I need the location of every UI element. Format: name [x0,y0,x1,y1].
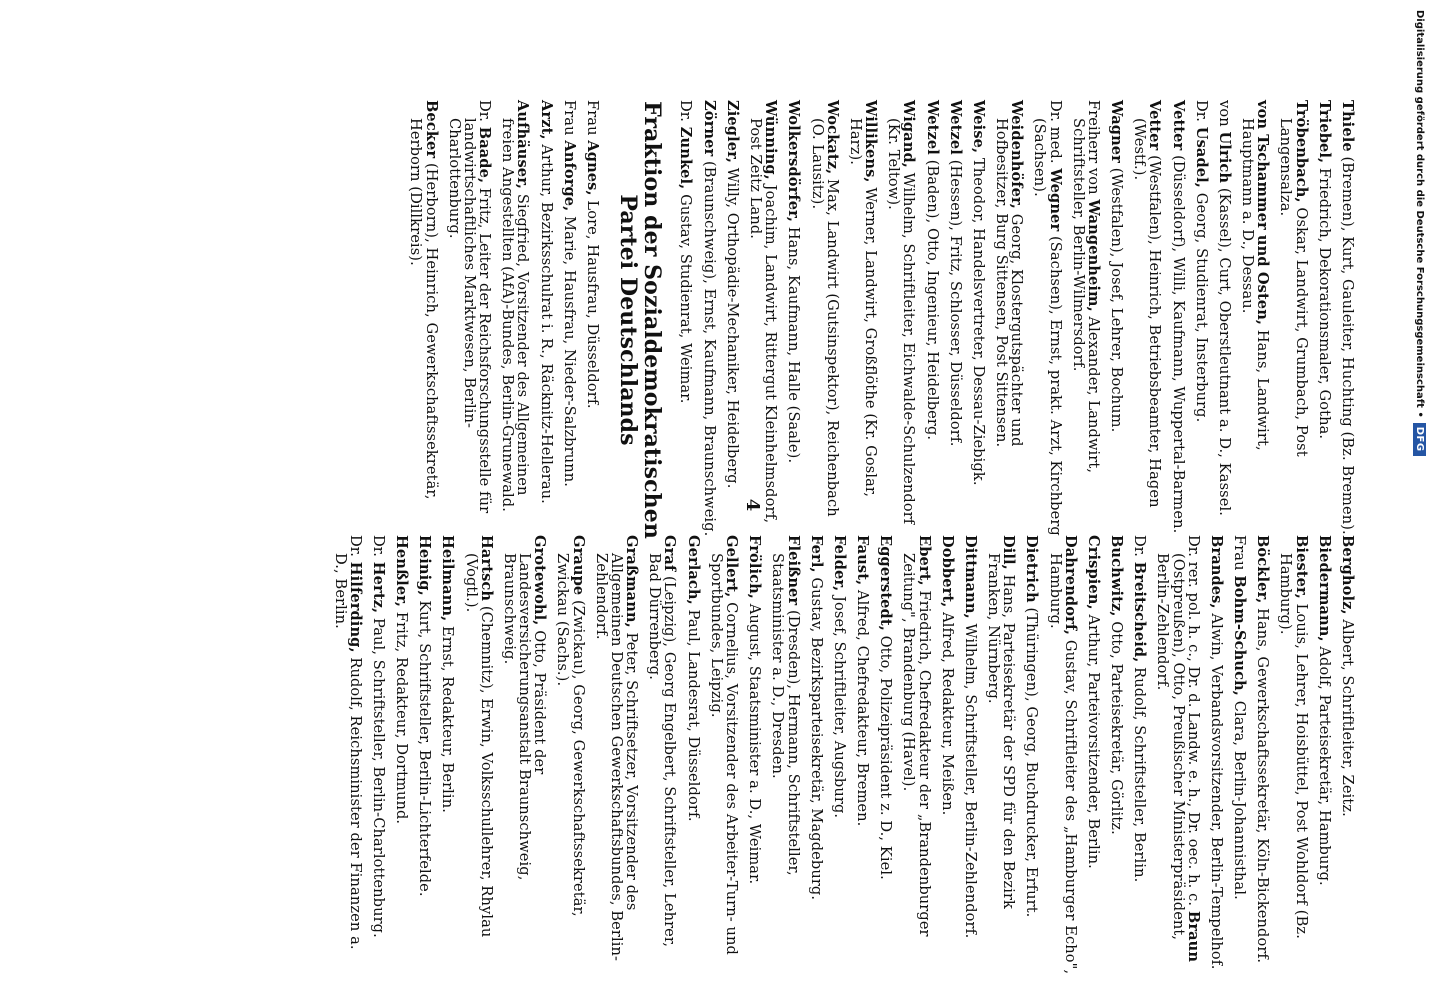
member-entry [1194,100,1209,540]
member-name: Dobbert, [938,535,956,608]
member-entry [809,100,839,540]
dfg-logo: DFG [1414,423,1427,456]
member-entry [678,100,693,540]
member-name: Wockatz, [823,100,841,175]
member-details: (Braunschweig), Ernst, Kaufmann, Braunschweig. [700,156,718,537]
member-entry [747,535,762,975]
right-column [100,535,1355,975]
member-name: Gerlach, [684,535,702,605]
member-entry [1132,535,1147,975]
member-details: Josef, Schriftleiter, Augsburg. [830,591,848,819]
member-entry [1086,535,1101,975]
member-name: Wetzel [923,100,941,155]
member-details: Gustav, Bezirksparteisekretär, Magdeburg. [807,572,825,901]
member-entry [500,100,530,540]
member-details: Friedrich, Dekorationsmaler, Gotha. [1315,163,1333,440]
left-column [100,100,1355,540]
member-details: Marie, Hausfrau, Nieder-Salzbrunn. [560,211,578,487]
member-entry [1109,535,1124,975]
member-entry [1255,535,1270,975]
member-name: Wigand, [900,100,918,168]
member-list-nsdap [678,100,1355,540]
member-name: Usadel, [1192,126,1210,188]
member-name: Graupe [569,535,587,596]
member-entry [1209,535,1224,975]
member-name: Wolkersdörfer, [785,100,803,223]
member-name: Ebert, [915,535,933,586]
member-details: Arthur, Bezirksschulrat i. R., Räcknitz-Hellerau. [537,139,555,504]
member-entry [647,535,677,975]
member-name: Weidenhöfer, [1008,100,1026,209]
member-entry [1170,100,1185,540]
member-name: Zörner [700,100,718,157]
member-entry [924,100,939,540]
member-details: (Kassel), Curt, Oberstleutnant a. D., Kassel. [1215,183,1233,516]
member-entry [1340,100,1355,540]
member-details: Clara, Berlin-Johannisthal. [1231,695,1249,900]
member-name: Crispien, [1084,535,1102,610]
member-name: Ziegler, [723,100,741,164]
member-details: Kurt, Schriftsteller, Berlin-Lichterfelde. [416,595,434,897]
member-name: von Tschammer und Osten, [1254,100,1272,326]
member-details: (Düsseldorf), Willi, Kaufmann, Wuppertal-Barmen. [1169,150,1187,534]
member-name: Buchwitz, [1108,535,1126,617]
member-title: Frau [560,100,578,141]
member-details: Gustav, Schriftleiter des „Hamburger Echo", Hamburg. [1046,553,1079,975]
member-details: (Bremen), Kurt, Gauleiter, Huchting (Bz. Bremen). [1339,151,1356,535]
member-details: Hans, Gewerkschaftssekretär, Köln-Bickendorf. [1254,603,1272,964]
member-title: Dr. [1192,100,1210,127]
member-entry [1155,535,1201,975]
member-entry [1132,100,1162,540]
member-details: (Thüringen), Georg, Buchdrucker, Erfurt. [1023,602,1041,918]
member-entry [986,535,1016,975]
member-entry [463,535,493,975]
member-name: Agnes, [583,140,601,196]
member-name: Ferl, [807,535,825,573]
member-name: Henßler, [393,535,411,608]
member-name: Arzt, [537,100,555,140]
member-entry [848,100,878,540]
member-details: Fritz, Redakteur, Dortmund. [393,607,411,825]
member-entry [502,535,548,975]
member-list-spd [408,100,600,540]
member-name: Aufhäuser, [514,100,532,190]
member-entry [408,100,438,540]
member-entry [770,535,800,975]
member-details: Otto, Parteisekretär, Görlitz. [1108,616,1126,835]
member-entry [994,100,1024,540]
member-entry [878,535,893,975]
member-entry [1217,100,1232,540]
member-details: Alfred, Redakteur, Meißen. [938,607,956,816]
member-entry [555,535,585,975]
member-name: Ulrich [1215,131,1233,184]
member-details: Wilhelm, Schriftsteller, Berlin-Zehlendorf. [961,618,979,939]
member-details: Alexander, Landwirt, Schriftsteller, Berlin-Wilmersdorf. [1069,118,1102,474]
member-entry [417,535,432,975]
member-details: August, Staatsminister a. D., Weimar. [746,599,764,885]
member-entry [948,100,963,540]
member-name: Biedermann, [1315,535,1333,642]
member-title: Dr. [369,535,387,562]
member-entry [1317,535,1332,975]
member-entry [562,100,577,540]
member-details: Georg, Studienrat, Insterburg. [1192,187,1210,423]
member-entry [1232,535,1247,975]
member-title: Dr. med. [1046,100,1064,169]
member-details: (Dresden), Hermann, Schriftsteller, Staatsminister a. D., Dresden. [769,553,802,876]
member-details: Wilhelm, Schriftleiter, Eichwalde-Schulzendorf (Kr. Teltow). [885,118,918,525]
member-name: Felder, [830,535,848,592]
member-name: Wetzel [946,100,964,155]
member-details: Adolf, Parteisekretär, Hamburg. [1315,641,1333,886]
member-details: Gustav, Studienrat, Weimar. [677,189,695,404]
member-name: Hartsch [477,535,495,602]
member-name: Anforge, [560,140,578,212]
member-name: Wegner [1046,168,1064,232]
member-entry [709,535,739,975]
member-details: Friedrich, Chefredakteur der „Brandenburger Zeitung", Brandenburg (Havel). [900,553,933,937]
page-number: 4 [742,498,763,512]
member-details: Louis, Lehrer, Hoisbüttel, Post Wohldorf (Bz. Hamburg). [1277,553,1310,939]
member-name: Biester, [1292,535,1310,599]
member-details: Hans, Kaufmann, Halle (Saale). [785,222,803,464]
member-details: (Westfalen), Heinrich, Betriebsbeamter, Hagen (Westf.). [1131,118,1164,508]
member-details: Max, Landwirt (Gutsinspektor), Reichenbach (O. Lausitz). [808,118,841,517]
member-name: Dietrich [1023,535,1041,603]
member-details: Theodor, Handelsvertreter, Dessau-Ziebigk. [969,153,987,486]
member-details: Siegfried, Vorsitzender des Allgemeinen freien Angestellten (AfA)-Bundes, Berlin-Grunewald. [499,118,532,512]
member-details: (Baden), Otto, Ingenieur, Heidelberg. [923,154,941,441]
member-details: Lore, Hausfrau, Düsseldorf. [583,195,601,409]
member-entry [394,535,409,975]
digitization-notice: Digitalisierung gefördert durch die Deutsche Forschungsgemeinschaft • [1414,10,1426,418]
member-name: Hertz, [369,561,387,614]
member-name: Grotewohl, [531,535,549,626]
member-entry [371,535,386,975]
member-title: Dr. [346,535,364,562]
member-details: Paul, Landesrat, Düsseldorf. [684,604,702,822]
member-name: Wangenheim, [1084,199,1102,312]
member-entry [886,100,916,540]
member-entry [1024,535,1039,975]
member-details: Peter, Schriftsetzer, Vorsitzender des Allgemeinen Deutschen Gewerkschaftsbundes, Berlin-Zehlendorf. [592,553,641,962]
member-details: Ernst, Redakteur, Berlin. [439,621,457,813]
member-entry [832,535,847,975]
member-details: Otto, Polizeipräsident z. D., Kiel. [877,630,895,880]
member-entry [1047,535,1077,975]
member-entry [748,100,778,540]
member-name: Weise, [969,100,987,154]
member-name: Bergholz, [1339,535,1356,615]
member-entry [447,100,493,540]
member-entry [855,535,870,975]
member-entry [332,535,362,975]
member-name: Zunkel, [677,126,695,190]
member-title: von [1215,100,1233,132]
member-entry [963,535,978,975]
member-title: Frau [1231,535,1249,576]
member-details: Rudolf, Schriftsteller, Berlin. [1131,662,1149,883]
member-name: Dahrendorf, [1061,535,1079,636]
member-title: Freiherr von [1084,100,1102,200]
member-entry [725,100,740,540]
member-entry [585,100,600,540]
rotated-text-block [100,40,1356,975]
member-name: Bohm-Schuch, [1231,575,1249,696]
member-name: Graßmann, [623,535,641,628]
member-name: Wagner [1108,100,1126,163]
member-details: (Westfalen), Josef, Lehrer, Bochum. [1108,162,1126,433]
member-name: Hilferding, [346,561,364,653]
member-entry [809,535,824,975]
member-details: Georg, Klostergutspächter und Hofbesitzer, Burg Sittensen, Post Sittensen. [993,118,1026,448]
member-details: Joachim, Landwirt, Rittergut Kleinhelmsdorf, Post Zeitz Land. [747,118,780,524]
member-details: (Chemnitz), Erwin, Volksschullehrer, Rhylau (Vogtl.). [462,553,495,938]
member-details: Fritz, Leiter der Reichsforschungsstelle für landwirtschaftliches Marktwesen, Berlin-Charlottenburg. [445,118,494,514]
member-name: Faust, [854,535,872,586]
member-title: Dr. [476,100,494,127]
member-details: Werner, Landwirt, Großflöthe (Kr. Goslar, Harz). [846,118,880,498]
member-name: Braun [1184,910,1202,963]
member-name: Böckler, [1254,535,1272,604]
member-details: (Leipzig), Georg Engelbert, Schriftsteller, Lehrer, Bad Dürrenberg. [646,553,679,948]
member-details: (Zwickau), Georg, Gewerkschaftssekretär, Zwickau (Sachs.). [554,553,587,917]
member-name: Wünning, [762,100,780,180]
member-entry [702,100,717,540]
member-details: Arthur, Parteivorsitzender, Berlin. [1084,609,1102,869]
member-entry [1240,100,1270,540]
member-details: (Ostpreußen), Otto, Preußischer Ministerpräsident, Berlin-Zehlendorf. [1154,553,1187,941]
member-entry [686,535,701,975]
digitization-notice-strip [1405,10,1434,452]
member-details: Willy, Orthopädie-Mechaniker, Heidelberg. [723,163,741,489]
member-name: Brandes, [1207,535,1225,609]
member-details: Rudolf, Reichsminister der Finanzen a. D., Berlin. [331,553,364,950]
member-entry [1109,100,1124,540]
member-details: Hans, Parteisekretär der SPD für den Bezirk Franken, Nürnberg. [985,553,1018,909]
member-name: Vetter [1146,100,1164,151]
section-title: Fraktion der Sozialdemokratischen Partei Deutschlands [615,101,666,539]
member-name: Frölich, [746,535,764,599]
member-entry [1340,535,1355,975]
member-title: Dr. [677,100,695,127]
member-details: (Hessen), Fritz, Schlosser, Düsseldorf. [946,154,964,447]
member-list-spd-continued [332,535,1355,975]
member-entry [440,535,455,975]
member-details: Otto, Präsident der Landesversicherungsanstalt Braunschweig, Braunschweig. [500,553,549,881]
member-name: Heinig, [416,535,434,596]
member-entry [940,535,955,975]
member-entry [1278,535,1308,975]
member-name: Thiele [1339,100,1356,152]
member-name: Tröbenbach, [1292,100,1310,203]
member-title: Dr. [1131,535,1149,562]
member-name: Willikens, [862,100,880,183]
member-details: Cornelius, Vorsitzender des Arbeiter-Turn- und Sportbundes, Leipzig. [707,553,741,955]
member-name: Breitscheid, [1131,561,1149,663]
member-name: Fleißner [784,535,802,606]
member-name: Becker [422,100,440,159]
member-name: Baade, [476,126,494,184]
member-title: Dr. rer. pol. h. c., Dr. d. Landw. e. h., Dr. oec. h. c. [1184,535,1202,911]
member-details: Albert, Schriftleiter, Zeitz. [1339,614,1356,817]
member-entry [1317,100,1332,540]
member-details: Hans, Landwirt, Hauptmann a. D., Dessau. [1239,118,1272,451]
member-name: Triebel, [1315,100,1333,164]
member-details: Alfred, Chefredakteur, Bremen. [854,585,872,827]
member-entry [594,535,640,975]
member-entry [786,100,801,540]
member-name: Graf [661,535,679,572]
member-name: Gellert, [723,535,741,598]
member-name: Vetter [1169,100,1187,151]
member-entry [1071,100,1101,540]
member-entry [901,535,931,975]
member-name: Eggerstedt, [877,535,895,631]
member-entry [971,100,986,540]
member-entry [538,100,553,540]
member-details: Paul, Schriftsteller, Berlin-Charlottenburg. [369,613,387,938]
member-entry [1278,100,1308,540]
member-title: Frau [583,100,601,141]
member-details: (Herborn), Heinrich, Gewerkschaftssekretär, Herborn (Dillkreis). [407,118,440,500]
member-name: Heilmann, [439,535,457,622]
member-entry [1032,100,1062,540]
member-details: Alwin, Verbandsvorsitzender, Berlin-Tempelhof. [1207,608,1225,970]
member-details: (Sachsen), Ernst, prakt. Arzt, Kirchberg (Sachsen). [1031,118,1064,536]
member-details: Oskar, Landwirt, Grumbach, Post Langensalza. [1277,118,1310,457]
member-name: Dill, [1000,535,1018,570]
member-name: Dittmann, [961,535,979,619]
